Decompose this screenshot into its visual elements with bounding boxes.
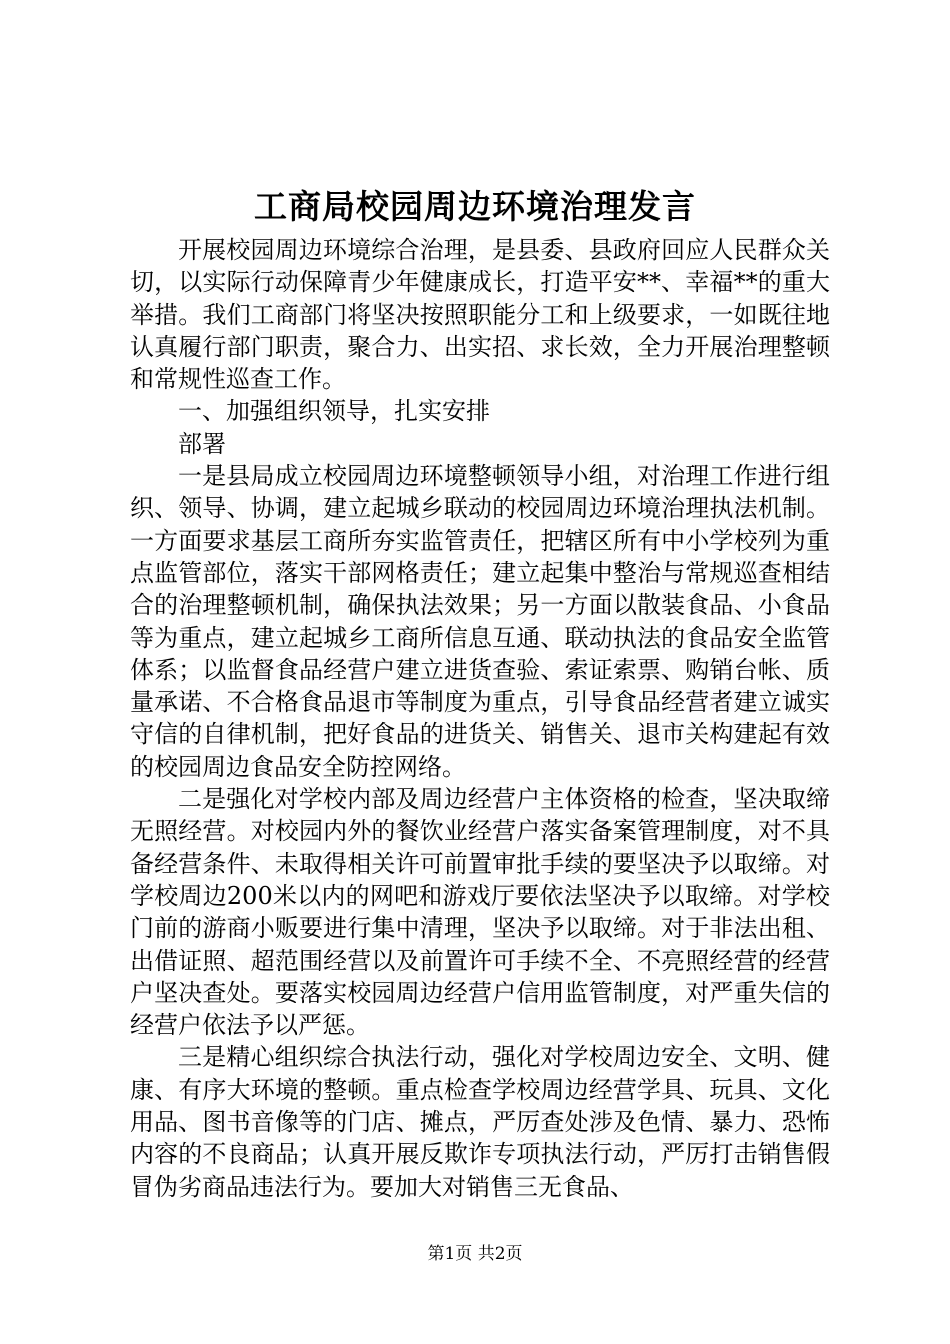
intro-paragraph: 开展校园周边环境综合治理，是县委、县政府回应人民群众关切，以实际行动保障青少年健康成长，打造平安**、幸福**的重大举措。我们工商部门将坚决按照职能分工和上级要求，一如既往地认真履行部门职责，聚合力、出实招、求长效，全力开展治理整顿和常规性巡查工作。 [130,236,830,394]
body-paragraph-1: 一是县局成立校园周边环境整顿领导小组，对治理工作进行组织、领导、协调，建立起城乡联动的校园周边环境治理执法机制。一方面要求基层工商所夯实监管责任，把辖区所有中小学校列为重点监管部位，落实干部网格责任；建立起集中整治与常规巡查相结合的治理整顿机制，确保执法效果；另一方面以散装食品、小食品等为重点，建立起城乡工商所信息互通、联动执法的食品安全监管体系；以监督食品经营户建立进货查验、索证索票、购销台帐、质量承诺、不合格食品退市等制度为重点，引导食品经营者建立诚实守信的自律机制，把好食品的进货关、销售关、退市关构建起有效的校园周边食品安全防控网络。 [130,462,830,781]
document-body [130,234,830,1203]
body-paragraph-3: 三是精心组织综合执法行动，强化对学校周边安全、文明、健康、有序大环境的整顿。重点检查学校周边经营学具、玩具、文化用品、图书音像等的门店、摊点，严厉查处涉及色情、暴力、恐怖内容的不良商品；认真开展反欺诈专项执法行动，严厉打击销售假冒伪劣商品违法行为。要加大对销售三无食品、 [130,1043,830,1201]
body-paragraph-2: 二是强化对学校内部及周边经营户主体资格的检查，坚决取缔无照经营。对校园内外的餐饮业经营户落实备案管理制度，对不具备经营条件、未取得相关许可前置审批手续的要坚决予以取缔。对学校周边200米以内的网吧和游戏厅要依法坚决予以取缔。对学校门前的游商小贩要进行集中清理，坚决予以取缔。对于非法出租、出借证照、超范围经营以及前置许可手续不全、不亮照经营的经营户坚决查处。要落实校园周边经营户信用监管制度，对严重失信的经营户依法予以严惩。 [130,785,830,1040]
section-heading-continuation: 部署 [178,429,226,458]
document-title: 工商局校园周边环境治理发言 [254,187,696,226]
page-indicator: 第1页 共2页 [427,1244,523,1264]
section-heading: 一、加强组织领导，扎实安排 [178,397,490,426]
